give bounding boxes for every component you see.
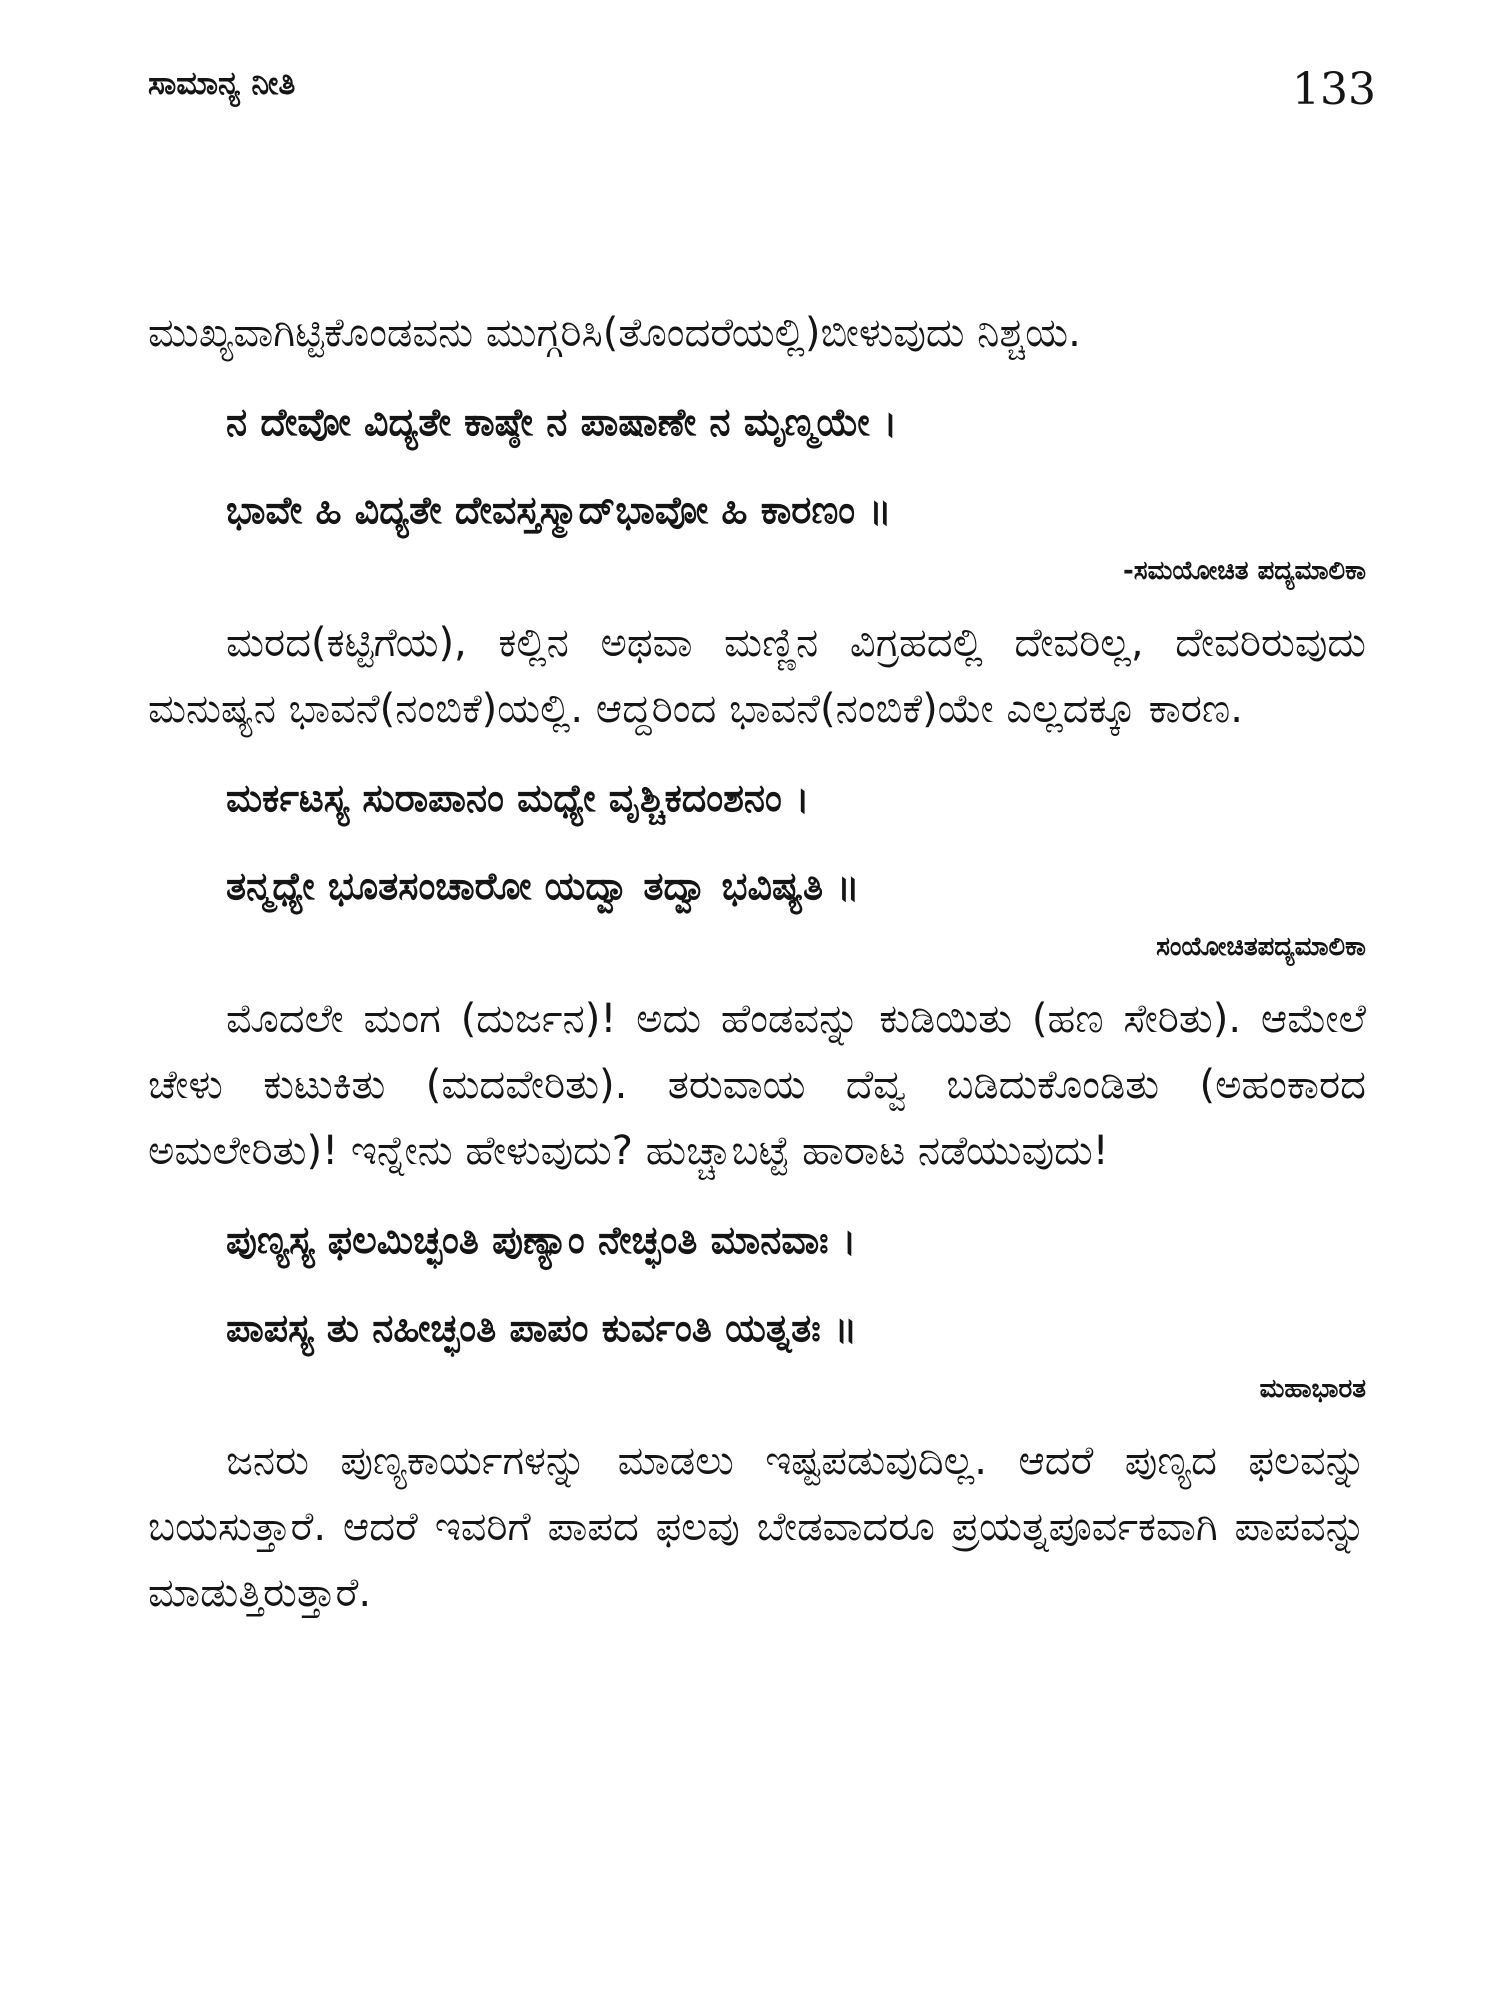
verse-1	[226, 378, 1366, 554]
running-head-title: ಸಾಮಾನ್ಯ ನೀತಿ	[148, 64, 296, 102]
page-body	[148, 300, 1366, 1626]
verse-2-line-2: ತನ್ಮಧ್ಯೇ ಭೂತಸಂಚಾರೋ ಯದ್ವಾ ತದ್ವಾ ಭವಿಷ್ಯತಿ ॥	[226, 864, 860, 908]
verse-2	[226, 754, 1366, 930]
paragraph-1: ಮುಖ್ಯವಾಗಿಟ್ಟಿಕೊಂಡವನು ಮುಗ್ಗರಿಸಿ(ತೊಂದರೆಯಲ್ಲಿ)ಬೀಳುವುದು ನಿಶ್ಚಯ.	[148, 310, 1081, 356]
verse-2-line-1: ಮರ್ಕಟಸ್ಯ ಸುರಾಪಾನಂ ಮಧ್ಯೇ ವೃಶ್ಚಿಕದಂಶನಂ ।	[226, 776, 810, 820]
verse-3-line-2: ಪಾಪಸ್ಯ ತು ನಹೀಚ್ಛಂತಿ ಪಾಪಂ ಕುರ್ವಂತಿ ಯತ್ನತಃ ॥	[226, 1306, 858, 1350]
verse-2-source: ಸಂಯೋಚಿತಪದ್ಯಮಾಲಿಕಾ	[1156, 932, 1366, 962]
verse-3	[226, 1196, 1366, 1372]
verse-1-source: -ಸಮಯೋಚಿತ ಪದ್ಯಮಾಲಿಕಾ	[1123, 556, 1366, 586]
verse-3-line-1: ಪುಣ್ಯಸ್ಯ ಫಲಮಿಚ್ಛಂತಿ ಪುಣ್ಯಾಂ ನೇಚ್ಛಂತಿ ಮಾನವಾಃ ।	[226, 1218, 857, 1262]
verse-1-line-1: ನ ದೇವೋ ವಿದ್ಯತೇ ಕಾಷ್ಠೇ ನ ಪಾಷಾಣೇ ನ ಮೃಣ್ಮಯೇ ।	[226, 400, 898, 444]
page-number: 133	[1292, 64, 1376, 115]
paragraph-2: ಮರದ(ಕಟ್ಟಿಗೆಯ), ಕಲ್ಲಿನ ಅಥವಾ ಮಣ್ಣಿನ ವಿಗ್ರಹದಲ್ಲಿ ದೇವರಿಲ್ಲ, ದೇವರಿರುವುದು ಮನುಷ್ಯನ ಭಾವನೆ(ನಂಬಿಕೆ)ಯಲ್ಲಿ. ಆದ್ದರಿಂದ ಭಾವನೆ(ನಂಬಿಕೆ)ಯೇ ಎಲ್ಲದಕ್ಕೂ ಕಾರಣ.	[148, 620, 1366, 732]
paragraph-3: ಮೊದಲೇ ಮಂಗ (ದುರ್ಜನ)! ಅದು ಹೆಂಡವನ್ನು ಕುಡಿಯಿತು (ಹಣ ಸೇರಿತು). ಆಮೇಲೆ ಚೇಳು ಕುಟುಕಿತು (ಮದವೇರಿತು). ತರುವಾಯ ದೆವ್ವ ಬಡಿದುಕೊಂಡಿತು (ಅಹಂಕಾರದ ಅಮಲೇರಿತು)! ಇನ್ನೇನು ಹೇಳುವುದು? ಹುಚ್ಚಾಬಟ್ಟೆ ಹಾರಾಟ ನಡೆಯುವುದು!	[148, 996, 1366, 1174]
verse-1-line-2: ಭಾವೇ ಹಿ ವಿದ್ಯತೇ ದೇವಸ್ತಸ್ಮಾದ್‌ಭಾವೋ ಹಿ ಕಾರಣಂ ॥	[226, 488, 892, 532]
verse-3-source: ಮಹಾಭಾರತ	[1259, 1374, 1366, 1404]
paragraph-4: ಜನರು ಪುಣ್ಯಕಾರ್ಯಗಳನ್ನು ಮಾಡಲು ಇಷ್ಟಪಡುವುದಿಲ್ಲ. ಆದರೆ ಪುಣ್ಯದ ಫಲವನ್ನು ಬಯಸುತ್ತಾರೆ. ಆದರೆ ಇವರಿಗೆ ಪಾಪದ ಫಲವು ಬೇಡವಾದರೂ ಪ್ರಯತ್ನಪೂರ್ವಕವಾಗಿ ಪಾಪವನ್ನು ಮಾಡುತ್ತಿರುತ್ತಾರೆ.	[148, 1438, 1366, 1616]
